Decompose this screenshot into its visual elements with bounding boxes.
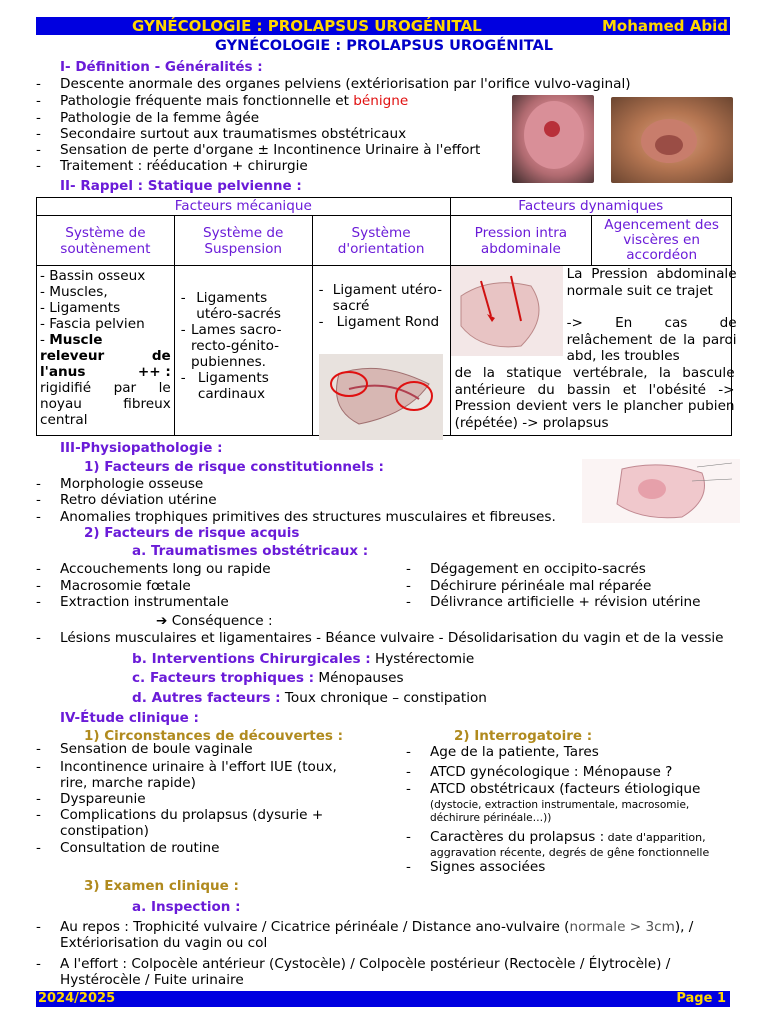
table-group-mecanique: Facteurs mécanique <box>37 198 451 216</box>
cell-dynamique: La Pression abdominale normale suit ce trajet -> En cas de relâchement de la paroi abd, les troubles de la statique vertébrale, la bascule antérieure du bassin et l'obésité -> Pression devient vers le plancher pubien (répétée) -> prolapsus <box>450 266 731 436</box>
table-header-agencement: Agencement des viscères en accordéon <box>592 216 732 266</box>
s4-sub2: 2) Interrogatoire : <box>454 728 593 744</box>
inspection-effort: A l'effort : Colpocèle antérieur (Cystocèle) / Colpocèle postérieur (Rectocèle / Élytrocèle) / <box>60 956 671 972</box>
bullet-dash: - <box>36 93 41 109</box>
section-3-heading: III-Physiopathologie : <box>60 440 223 456</box>
cell-suspension: - Ligaments utéro-sacrés - Lames sacro-recto-génito-pubiennes. - Ligaments cardinaux <box>174 266 312 436</box>
prolapse-photo-1 <box>512 95 594 183</box>
prolapse-photo-2-shape <box>611 97 733 183</box>
prolapse-photo-1-shape <box>512 95 594 183</box>
s3-sub1: 1) Facteurs de risque constitutionnels : <box>84 459 384 475</box>
header-title: GYNÉCOLOGIE : PROLAPSUS UROGÉNITAL <box>132 17 482 35</box>
consequence-label: ➔ Conséquence : <box>156 613 273 629</box>
prolapse-photo-2 <box>611 97 733 183</box>
s1-item-1: Descente anormale des organes pelviens (extériorisation par l'orifice vulvo-vaginal) <box>60 76 631 92</box>
s1-item-4: Secondaire surtout aux traumatismes obstétricaux <box>60 126 407 142</box>
consequence-item: Lésions musculaires et ligamentaires - Béance vulvaire - Désolidarisation du vagin et de la vessie <box>60 630 724 646</box>
table-header-pression: Pression intra abdominale <box>450 216 592 266</box>
page-title: GYNÉCOLOGIE : PROLAPSUS UROGÉNITAL <box>215 38 553 54</box>
footer-bar <box>36 991 730 1007</box>
bullet-dash: - <box>36 142 41 158</box>
pression-diagram <box>451 266 563 356</box>
cell-orientation: - Ligament utéro-sacré - Ligament Rond <box>312 266 450 436</box>
benigne-word: bénigne <box>353 93 409 109</box>
bullet-dash: - <box>36 110 41 126</box>
s3-d: d. Autres facteurs : Toux chronique – constipation <box>132 690 487 706</box>
s3-c: c. Facteurs trophiques : Ménopauses <box>132 670 404 686</box>
section-1-heading: I- Définition - Généralités : <box>60 59 263 75</box>
header-author: Mohamed Abid <box>601 17 728 35</box>
section-2-heading: II- Rappel : Statique pelvienne : <box>60 178 302 194</box>
s3-sub2: 2) Facteurs de risque acquis <box>84 525 300 541</box>
table-header-orientation: Système d'orientation <box>312 216 450 266</box>
s1-item-6: Traitement : rééducation + chirurgie <box>60 158 308 174</box>
s4-sub3: 3) Examen clinique : <box>84 878 239 894</box>
header-bar <box>36 17 730 35</box>
s3-b: b. Interventions Chirurgicales : Hystérectomie <box>132 651 475 667</box>
s4-sub3a: a. Inspection : <box>132 899 241 915</box>
table-header-suspension: Système de Suspension <box>174 216 312 266</box>
s3-sub2a: a. Traumatismes obstétricaux : <box>132 543 369 559</box>
bullet-dash: - <box>36 158 41 174</box>
inspection-repos: Au repos : Trophicité vulvaire / Cicatrice périnéale / Distance ano-vulvaire (normale > 3cm), / <box>60 919 694 935</box>
orientation-diagram <box>319 354 443 440</box>
s1-item-3: Pathologie de la femme âgée <box>60 110 260 126</box>
table-group-dynamiques: Facteurs dynamiques <box>450 198 731 216</box>
pelvic-anatomy-diagram <box>582 459 740 523</box>
bullet-dash: - <box>36 126 41 142</box>
s4-sub1: 1) Circonstances de découvertes : <box>84 728 344 744</box>
section-4-heading: IV-Étude clinique : <box>60 710 199 726</box>
footer-year: 2024/2025 <box>38 991 116 1006</box>
statique-table <box>36 197 737 436</box>
table-header-soutenement: Système de soutènement <box>37 216 175 266</box>
s1-item-5: Sensation de perte d'organe ± Incontinence Urinaire à l'effort <box>60 142 481 158</box>
cell-soutenement: - Bassin osseux - Muscles, - Ligaments - Fascia pelvien - Muscle releveur de l'anus ++ : rigidifié par le noyau fibreux central <box>37 266 175 436</box>
footer-page: Page 1 <box>676 991 726 1006</box>
s1-item-2: Pathologie fréquente mais fonctionnelle et bénigne <box>60 93 409 109</box>
bullet-dash: - <box>36 76 41 92</box>
